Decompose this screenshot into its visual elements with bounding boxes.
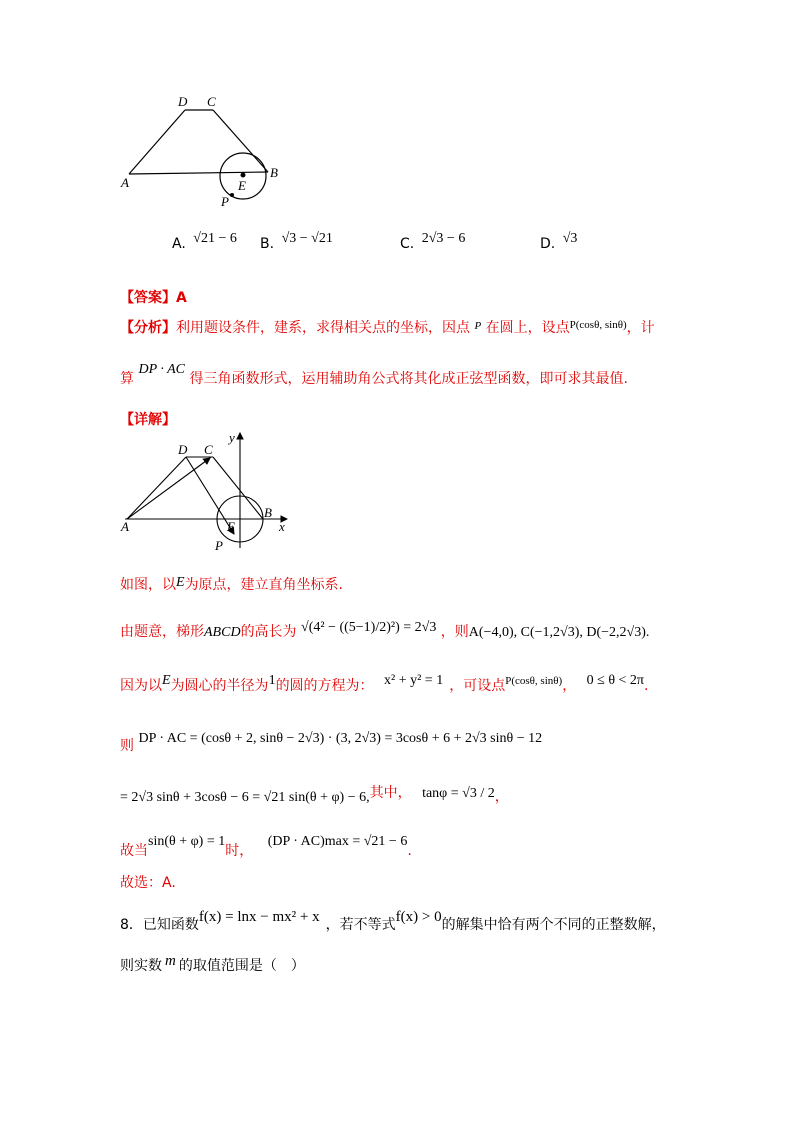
- detail-s3-text-b: 为圆心的半径为: [170, 678, 269, 694]
- answer-line: [120, 287, 187, 307]
- analysis-text-1b: 在圆上，设点: [485, 320, 570, 336]
- label-a: A: [121, 175, 129, 190]
- detail-s4-dot-product: DP · AC = (cosθ + 2, sinθ − 2√3) · (3, 2√3) = 3cosθ + 6 + 2√3 sinθ − 12: [138, 731, 543, 746]
- option-a-value: √21 − 6: [193, 231, 237, 246]
- detail-s2-abcd: ABCD: [204, 625, 241, 640]
- option-a-letter: A.: [172, 236, 186, 252]
- question-8-number: 8．已知函数: [120, 917, 199, 933]
- question-8-text-b: ，若不等式: [325, 917, 396, 933]
- detail-step-1: [120, 574, 343, 594]
- label-c: C: [204, 442, 213, 457]
- detail-step-4: [120, 727, 543, 754]
- point-p: [230, 193, 234, 197]
- detail-s1-e: E: [176, 575, 185, 590]
- option-b-letter: B.: [260, 236, 275, 252]
- detail-s3-comma: ，: [562, 678, 577, 694]
- option-d: [540, 231, 578, 253]
- side-ad: [127, 457, 186, 519]
- label-a: A: [121, 519, 129, 534]
- question-8-text-2a: 则实数: [120, 958, 162, 974]
- detail-s3-radius: 1: [268, 673, 276, 688]
- detail-s3-point: P(cosθ, sinθ): [505, 675, 563, 687]
- question-8-text-2b: 的取值范围是（ ）: [178, 958, 305, 974]
- point-e: [241, 173, 246, 178]
- question-8-text-c: 的解集中恰有两个不同的正整数解，: [441, 917, 666, 933]
- analysis-text-2b: 得三角函数形式，运用辅助角公式将其化成正弦型函数，即可求其最值.: [189, 371, 628, 387]
- detail-s1-text-a: 如图，以: [120, 577, 176, 593]
- analysis-text-1c: ，计: [626, 320, 655, 336]
- label-p: P: [221, 194, 229, 209]
- answer-value: A: [176, 290, 187, 306]
- analysis-text-2a: 算: [120, 371, 134, 387]
- detail-step-6: [120, 830, 412, 859]
- option-b: [260, 231, 333, 253]
- question-8-function: f(x) = lnx − mx² + x: [198, 909, 320, 925]
- detail-s5-tan: tanφ = √3 / 2: [422, 786, 495, 801]
- analysis-line-1: [120, 317, 655, 337]
- side-ad: [129, 110, 185, 174]
- side-cb: [213, 110, 268, 172]
- question-8-line-2: [120, 950, 305, 974]
- label-b: B: [270, 165, 278, 180]
- label-d: D: [178, 442, 188, 457]
- analysis-text-1a: 利用题设条件，建系，求得相关点的坐标，因点: [176, 320, 470, 336]
- detail-step-7: 故选：A.: [120, 875, 176, 891]
- detail-s2-text-a: 由题意，梯形: [120, 624, 204, 640]
- label-e: E: [238, 178, 246, 193]
- option-d-value: √3: [562, 231, 578, 246]
- label-y: y: [229, 430, 235, 445]
- vector-ac: [127, 458, 210, 519]
- trapezoid-figure-1: [115, 88, 295, 213]
- detail-s2-text-c: ，则: [440, 624, 469, 640]
- detail-s2-coords: A(−4,0), C(−1,2√3), D(−2,2√3).: [468, 625, 650, 640]
- analysis-point-p: P(cosθ, sinθ): [569, 319, 627, 331]
- detail-s3-range: 0 ≤ θ < 2π: [586, 673, 644, 688]
- label-x: x: [279, 519, 285, 534]
- answer-tag: 【答案】: [120, 290, 176, 306]
- detail-s6-sin: sin(θ + φ) = 1: [148, 834, 226, 849]
- option-b-value: √3 − √21: [281, 231, 333, 246]
- side-cb: [213, 457, 263, 519]
- analysis-vector-expr: DP · AC: [138, 362, 185, 377]
- option-d-letter: D.: [540, 236, 556, 252]
- label-c: C: [207, 94, 216, 109]
- detail-s3-period: .: [644, 678, 649, 694]
- label-e: E: [227, 519, 235, 534]
- detail-s5-comma: ，: [494, 789, 509, 805]
- question-8-line-1: [120, 906, 666, 933]
- detail-step-3: [120, 675, 648, 695]
- detail-s6-max: (DP · AC)max = √21 − 6: [267, 834, 408, 849]
- label-p: P: [215, 538, 223, 553]
- option-c-letter: C.: [400, 236, 415, 252]
- detail-s6-period: .: [407, 843, 412, 859]
- coordinate-figure-2: [115, 428, 295, 553]
- detail-step-2: [120, 621, 649, 641]
- detail-s3-circle-eq: x² + y² = 1: [384, 673, 444, 688]
- analysis-point-p-name: P: [474, 320, 482, 332]
- detail-s2-height-expr: √(4² − ((5−1)/2)²) = 2√3: [301, 620, 437, 635]
- analysis-tag: 【分析】: [120, 320, 176, 336]
- detail-s2-text-b: 的高长为: [240, 624, 297, 640]
- detail-s5-text-b: 其中，: [369, 785, 412, 801]
- analysis-line-2: [120, 362, 628, 388]
- detail-step-5: [120, 786, 509, 806]
- detail-s3-text-a: 因为以: [120, 678, 162, 694]
- option-a: [172, 231, 237, 253]
- detail-s6-text-a: 故当: [120, 843, 148, 859]
- option-c-value: 2√3 − 6: [421, 231, 466, 246]
- detail-s3-text-c: 的圆的方程为：: [275, 678, 374, 694]
- label-b: B: [264, 505, 272, 520]
- detail-s3-e: E: [162, 673, 171, 688]
- detail-s5-expr: = 2√3 sinθ + 3cosθ − 6 = √21 sin(θ + φ) − 6,: [120, 790, 370, 805]
- detail-s4-text-a: 则: [120, 738, 134, 754]
- question-8-inequality: f(x) > 0: [395, 909, 442, 925]
- question-8-m: m: [165, 953, 176, 969]
- label-d: D: [178, 94, 188, 109]
- option-c: [400, 231, 466, 253]
- detail-s3-text-d: ，可设点: [449, 678, 506, 694]
- detail-tag: 【详解】: [120, 412, 176, 428]
- side-ab: [129, 172, 268, 174]
- detail-s6-text-b: 时，: [225, 843, 254, 859]
- detail-s1-text-b: 为原点，建立直角坐标系.: [184, 577, 344, 593]
